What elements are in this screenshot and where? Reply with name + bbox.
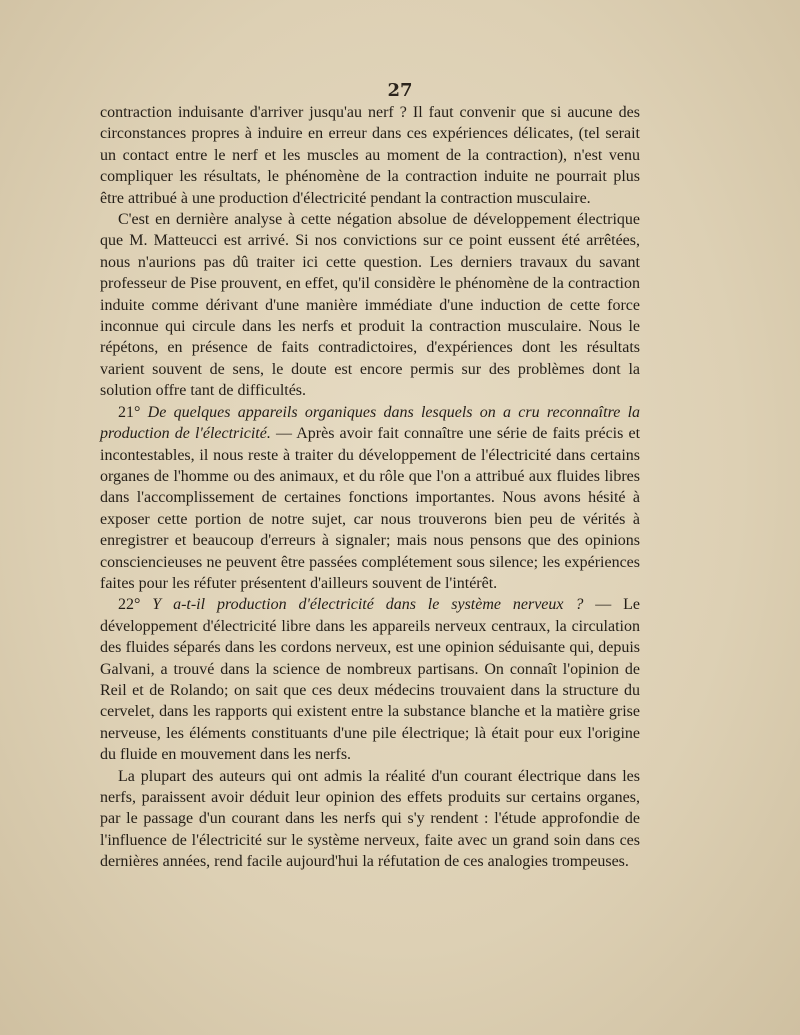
paragraph-5-text: La plupart des auteurs qui ont admis la réalité d'un courant électrique dans les nerfs, paraissent avoir déduit leur opinion des effets produits sur certains organes, par le passage d'un courant dans les nerfs qui s'y rendent : l'étude approfondie de l'influence de l'électricité sur le système nerveux, faite avec un grand soin dans ces dernières années, rend facile aujourd'hui la réfutation de ces analogies trompeuses. <box>100 767 640 871</box>
paragraph-1-text: contraction induisante d'arriver jusqu'au nerf ? Il faut convenir que si aucune des circonstances propres à induire en erreur dans ces expériences délicates, (tel serait un contact entre le nerf et les muscles au moment de la contraction), n'est venu compliquer les résultats, le phénomène de la contraction induite ne pourrait plus être attribué à une production d'électricité pendant la contraction musculaire. <box>100 104 640 207</box>
section-21-text: — Après avoir fait connaître une série de faits précis et incontestables, il nous reste à traiter du développement de l'électricité dans certains organes de l'homme ou des animaux, et du rôle que l'on a attribué aux fluides libres dans l'accomplissement de certaines fonctions importantes. Nous avons hésité à exposer cette portion de notre sujet, car nous trouverons bien peu de vérités à enregistrer et beaucoup d'erreurs à signaler; mais nous pensons que des opinions consciencieuses ne peuvent être passées complétement sous silence; les expériences faites pour les réfuter présentent d'ailleurs souvent de l'intérêt. <box>100 425 641 592</box>
section-22-number: 22° <box>118 596 141 614</box>
section-21-number: 21° <box>118 403 141 421</box>
paragraph-5 <box>100 766 640 873</box>
section-22-text: — Le développement d'électricité libre dans les appareils nerveux centraux, la circulation des fluides séparés dans les cordons nerveux, est une opinion séduisante qui, depuis Galvani, a trouvé dans la science de nombreux partisans. On connaît l'opinion de Reil et de Rolando; on sait que ces deux médecins trouvaient dans la structure du cervelet, dans les rapports qui existent entre la substance blanche et la matière grise nerveuse, les éléments constituants d'une pile électrique; là était pour eux l'origine du fluide en mouvement dans les nerfs. <box>100 596 641 764</box>
section-22 <box>100 594 640 765</box>
section-21 <box>100 402 640 595</box>
section-21-heading: De quelques appareils organiques dans lesquels on a cru reconnaître la production de l'électricité. <box>100 403 641 443</box>
paragraph-2-text: C'est en dernière analyse à cette négation absolue de développement électrique que M. Matteucci est arrivé. Si nos convictions sur ce point eussent été arrêtées, nous n'aurions pas dû traiter ici cette question. Les derniers travaux du savant professeur de Pise prouvent, en effet, qu'il considère le phénomène de la contraction induite comme dérivant d'une manière immédiate d'une induction de cette force inconnue qui circule dans les nerfs et produit la contraction musculaire. Nous le répétons, en présence de faits contradictoires, d'expériences dont les résultats varient souvent de sens, le doute est encore permis sur des problèmes dont la solution offre tant de difficultés. <box>100 211 640 400</box>
paragraph-2 <box>100 209 640 402</box>
section-22-heading: Y a-t-il production d'électricité dans le système nerveux ? <box>152 596 584 614</box>
page-number: 27 <box>387 80 413 101</box>
paragraph-1 <box>100 102 640 209</box>
body-text <box>100 102 640 873</box>
